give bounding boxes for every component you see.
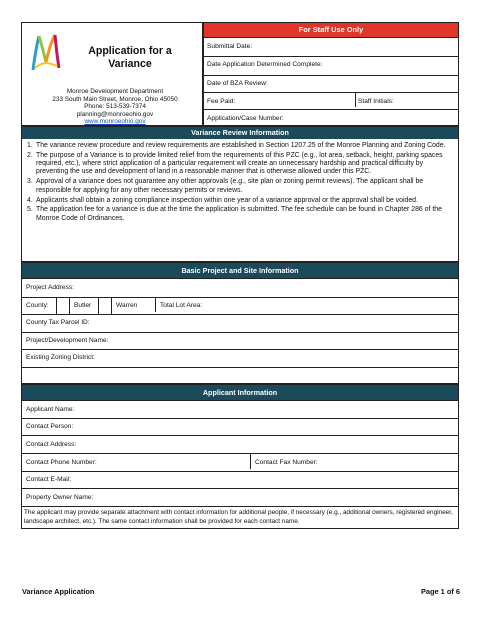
department-name: Monroe Development Department xyxy=(66,88,164,95)
contact-phone-field[interactable]: Contact Phone Number: xyxy=(26,459,97,466)
list-item: 2. The purpose of a Variance is to provide limited relief from the requirements of this PZC (e.g., lot area, setback, height, parking spaces required, etc.), where strict application of a particular requirement will create an unnecessary hardship and practical difficulty by preventing the use and development of land in a reasonable manner that is otherwise allowed under this PZC. xyxy=(27,151,443,176)
footer-page-number: Page 1 of 6 xyxy=(420,587,460,596)
list-item: 1. The variance review procedure and review requirements are established in Section 1207.25 of the Monroe Planning and Zoning Code. xyxy=(27,142,446,149)
staff-use-header: For Staff Use Only xyxy=(204,23,458,37)
county-label: County: xyxy=(26,302,49,309)
variance-review-section xyxy=(21,126,459,262)
applicant-header: Applicant Information xyxy=(22,385,458,400)
department-website-link[interactable]: www.monroeohio.gov xyxy=(84,118,146,126)
butler-checkbox[interactable] xyxy=(56,298,70,314)
header-panel xyxy=(21,22,203,126)
project-address-field[interactable]: Project Address: xyxy=(26,284,75,291)
department-info xyxy=(30,88,200,126)
variance-review-header: Variance Review Information xyxy=(22,127,458,139)
warren-label: Warren xyxy=(116,302,138,309)
project-name-field[interactable]: Project/Development Name: xyxy=(26,337,109,344)
list-item: 4. Applicants shall obtain a zoning compliance inspection within one year of a variance approval or the approval shall be voided. xyxy=(27,196,418,204)
bza-review-date-field[interactable]: Date of BZA Review: xyxy=(207,80,268,87)
warren-checkbox[interactable] xyxy=(98,298,112,314)
list-item: 3. Approval of a variance does not guarantee any other approvals (e.g., site plan or zoning permit reviews). The applicant shall be responsible for applying for any other necessary permits or reviews. xyxy=(27,178,424,194)
monroe-logo-icon xyxy=(29,32,63,72)
applicant-note: The applicant may provide separate attachment with contact information for additional people, if necessary (e.g., additional owners, registered engineer, landscape architect, etc.). The same contact information shall be provided for each contact name. xyxy=(24,509,453,525)
contact-person-field[interactable]: Contact Person: xyxy=(26,423,74,430)
review-list xyxy=(22,142,450,225)
applicant-section xyxy=(21,384,459,529)
case-number-field[interactable]: Application/Case Number: xyxy=(207,115,284,122)
project-site-section xyxy=(21,262,459,384)
existing-zoning-field[interactable]: Existing Zoning District: xyxy=(26,354,95,361)
department-phone: Phone: 513-539-7374 xyxy=(84,103,146,111)
butler-label: Butler xyxy=(74,302,92,309)
department-email: planning@monroeohio.gov xyxy=(76,110,154,118)
contact-fax-field[interactable]: Contact Fax Number: xyxy=(255,459,318,466)
applicant-name-field[interactable]: Applicant Name: xyxy=(26,406,75,413)
form-title: Application for a Variance xyxy=(88,45,172,70)
tax-parcel-id-field[interactable]: County Tax Parcel ID: xyxy=(26,319,90,326)
footer-form-name: Variance Application xyxy=(22,587,95,596)
project-site-header: Basic Project and Site Information xyxy=(22,263,458,278)
list-item: 5. The application fee for a variance is due at the time the application is submitted. The fee schedule can be found in Chapter 286 of the Monroe Code of Ordinances. xyxy=(27,206,442,222)
contact-email-field[interactable]: Contact E-Mail: xyxy=(26,476,72,483)
fee-paid-field[interactable]: Fee Paid: xyxy=(207,98,236,105)
staff-initials-field[interactable]: Staff Initials: xyxy=(358,98,394,105)
contact-address-field[interactable]: Contact Address: xyxy=(26,441,77,448)
department-address: 233 South Main Street, Monroe, Ohio 45050 xyxy=(52,95,178,103)
property-owner-field[interactable]: Property Owner Name: xyxy=(26,494,94,501)
total-lot-area-field[interactable]: Total Lot Area: xyxy=(160,302,203,309)
staff-use-table xyxy=(203,22,459,126)
complete-date-field[interactable]: Date Application Determined Complete: xyxy=(207,61,323,68)
submittal-date-field[interactable]: Submittal Date: xyxy=(207,43,253,50)
